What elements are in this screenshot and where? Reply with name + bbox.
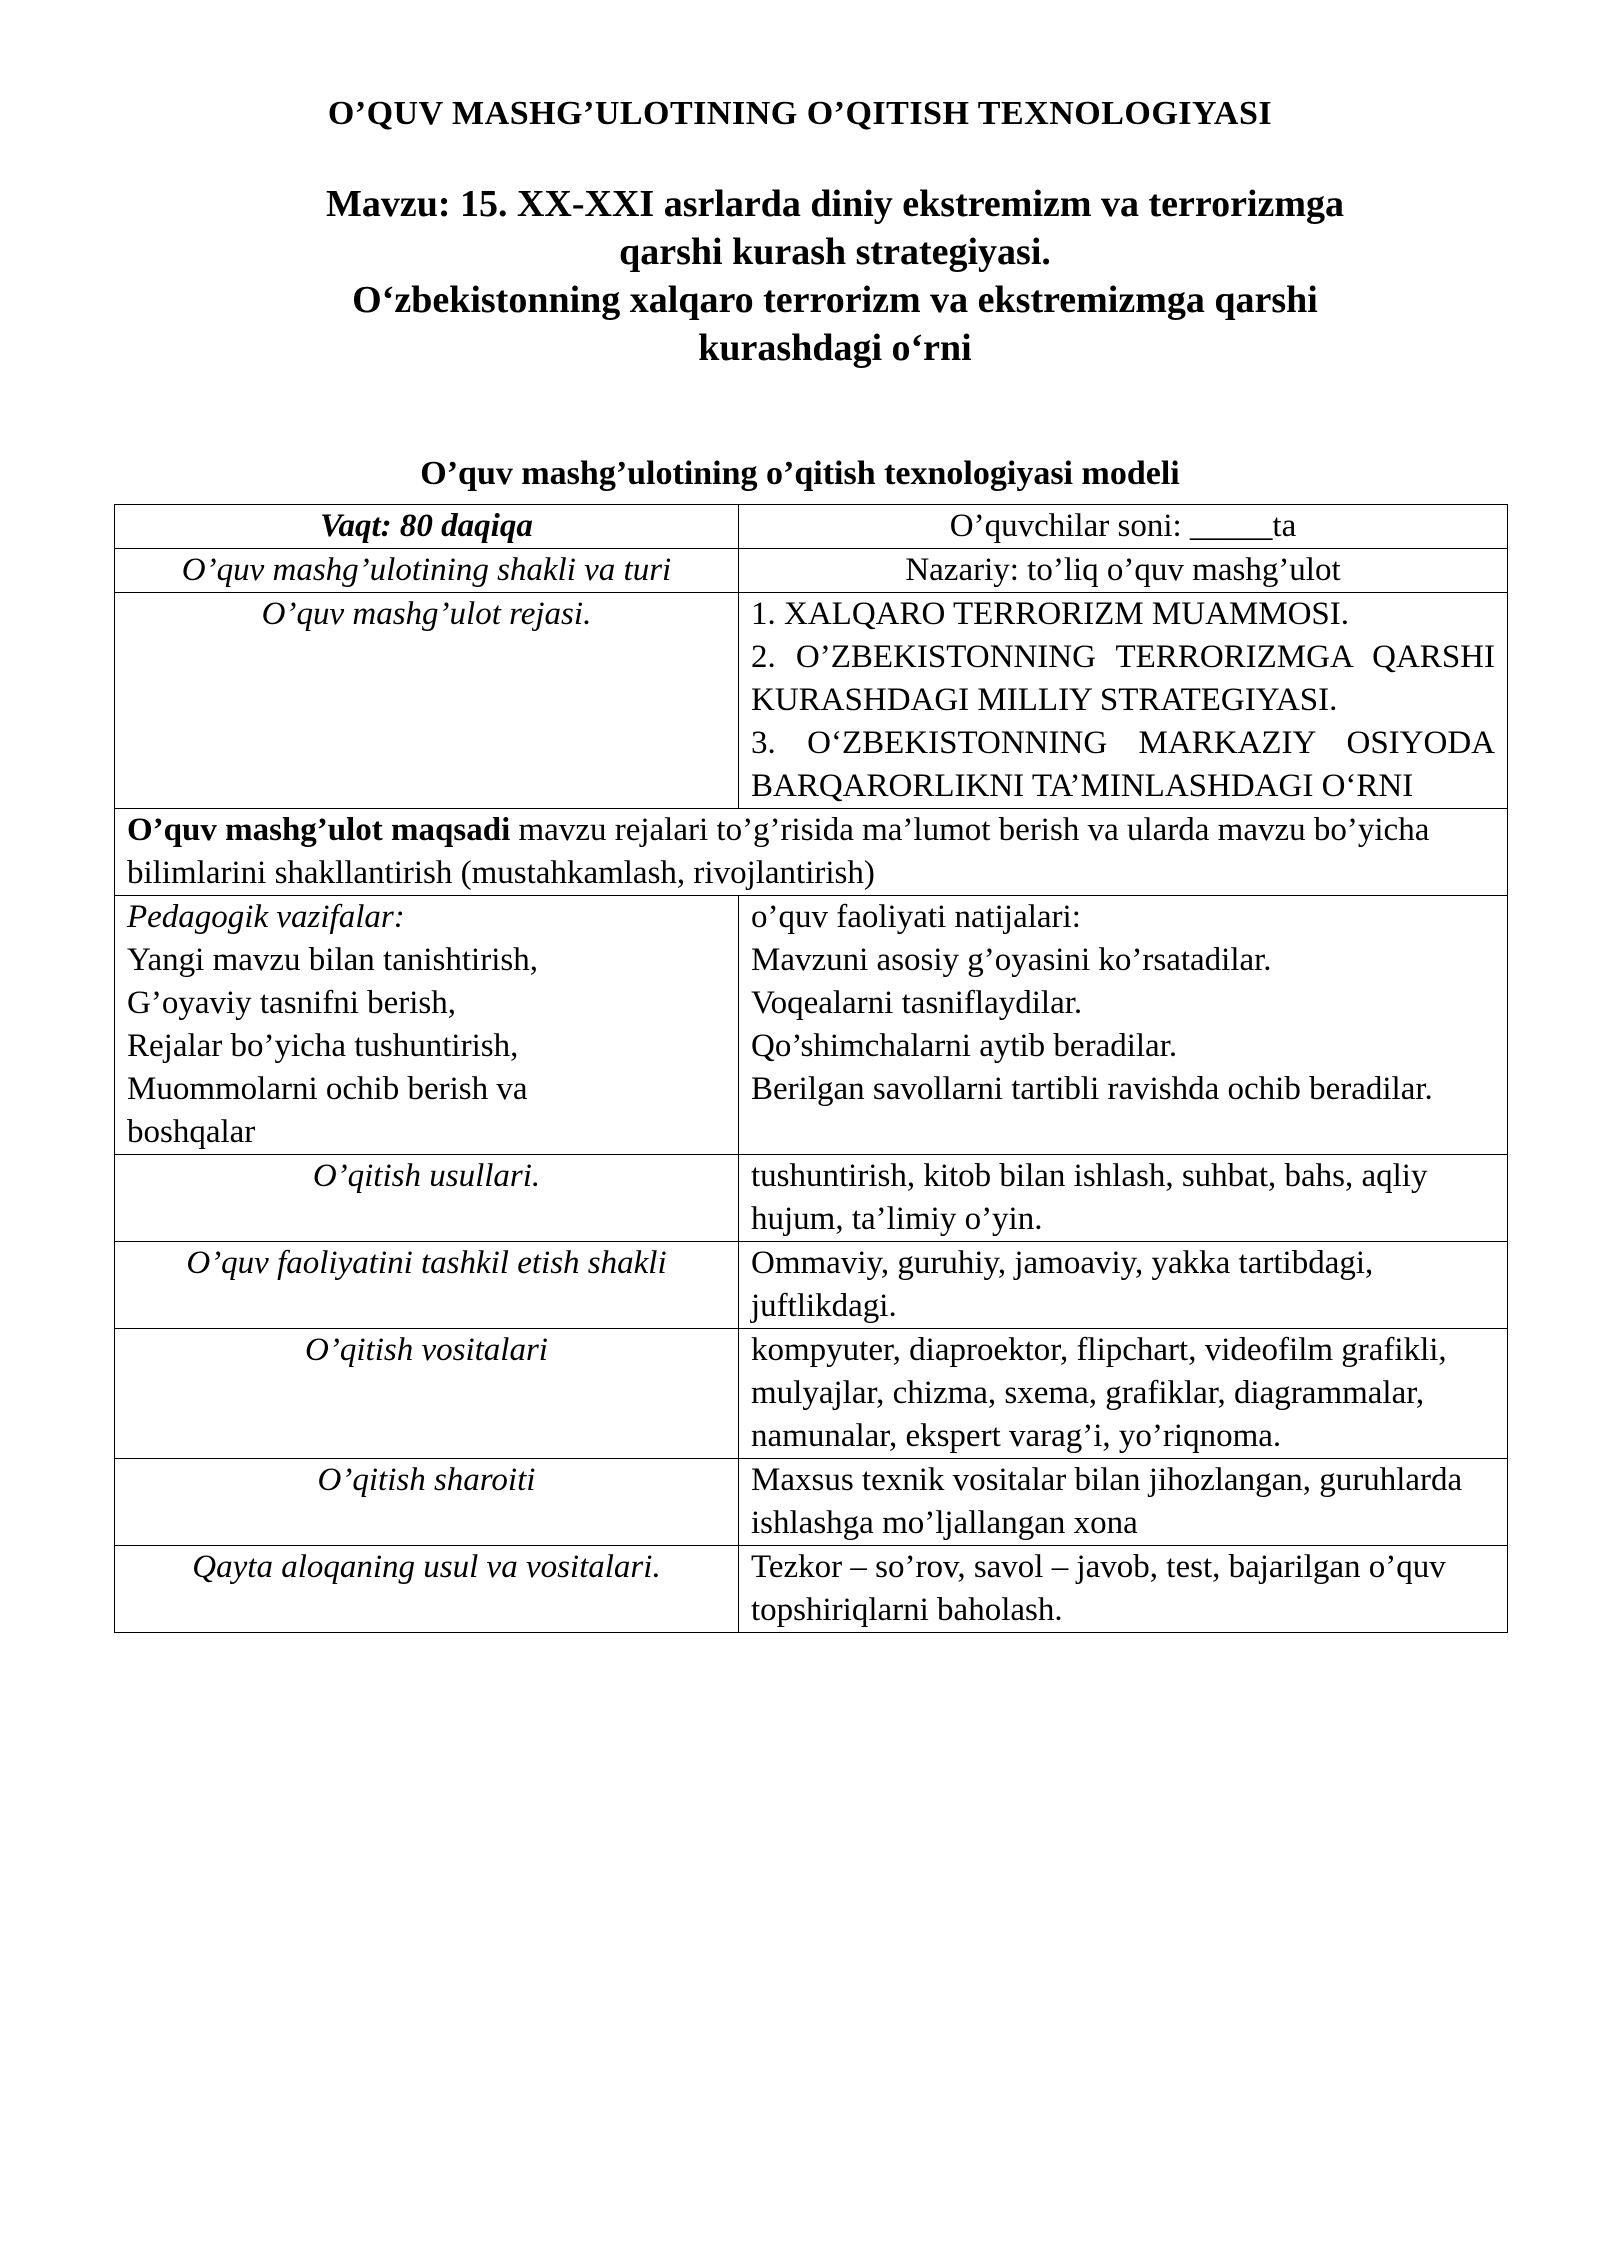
organization-value: Ommaviy, guruhiy, jamoaviy, yakka tartibdagi, juftlikdagi. <box>739 1242 1508 1329</box>
table-row <box>115 1242 1508 1329</box>
list-item: G’oyaviy tasnifni berish, <box>127 985 457 1021</box>
table-row <box>115 549 1508 593</box>
list-item: Muommolarni ochib berish va boshqalar <box>127 1071 528 1150</box>
list-item: Mavzuni asosiy g’oyasini ko’rsatadilar. <box>751 942 1272 978</box>
topic-line: kurashdagi o‘rni <box>698 327 972 369</box>
plan-label: O’quv mashg’ulot rejasi. <box>115 593 739 809</box>
technology-model-table <box>114 504 1508 1633</box>
topic-title <box>240 180 1430 372</box>
feedback-label: Qayta aloqaning usul va vositalari. <box>115 1546 739 1633</box>
pedagogical-tasks <box>115 896 739 1155</box>
table-row <box>115 1155 1508 1242</box>
tools-value: kompyuter, diaproektor, flipchart, videofilm grafikli, mulyajlar, chizma, sxema, grafiklar, diagrammalar, namunalar, ekspert varag’i, yo’riqnoma. <box>739 1329 1508 1459</box>
table-row <box>115 1329 1508 1459</box>
table-row <box>115 809 1508 896</box>
conditions-label: O’qitish sharoiti <box>115 1459 739 1546</box>
pedagogical-tasks-title: Pedagogik vazifalar: <box>127 899 405 935</box>
list-item: Berilgan savollarni tartibli ravishda ochib beradilar. <box>751 1071 1433 1107</box>
plan-list <box>739 593 1508 809</box>
goal-label: O’quv mashg’ulot maqsadi <box>127 812 511 848</box>
document-header: O’QUV MASHG’ULOTINING O’QITISH TEXNOLOGIYASI <box>327 95 1273 132</box>
goal-text: mavzu rejalari to’g’risida ma’lumot berish va ularda mavzu bo’yicha bilimlarini shakllantirish (mustahkamlash, rivojlantirish) <box>127 812 1430 891</box>
form-value: Nazariy: to’liq o’quv mashg’ulot <box>739 549 1508 593</box>
list-item: Rejalar bo’yicha tushuntirish, <box>127 1028 519 1064</box>
form-label: O’quv mashg’ulotining shakli va turi <box>115 549 739 593</box>
table-row <box>115 1459 1508 1546</box>
methods-label: O’qitish usullari. <box>115 1155 739 1242</box>
learning-outcomes-title: o’quv faoliyati natijalari: <box>751 899 1081 935</box>
list-item: Yangi mavzu bilan tanishtirish, <box>127 942 538 978</box>
goal-cell <box>115 809 1508 896</box>
plan-item: 1. XALQARO TERRORIZM MUAMMOSI. <box>751 596 1350 632</box>
feedback-value: Tezkor – so’rov, savol – javob, test, bajarilgan o’quv topshiriqlarni baholash. <box>739 1546 1508 1633</box>
tools-label: O’qitish vositalari <box>115 1329 739 1459</box>
list-item: Qo’shimchalarni aytib beradilar. <box>751 1028 1178 1064</box>
table-row <box>115 1546 1508 1633</box>
table-row <box>115 593 1508 809</box>
topic-line: O‘zbekistonning xalqaro terrorizm va ekstremizmga qarshi <box>352 279 1318 321</box>
list-item: Voqealarni tasniflaydilar. <box>751 985 1083 1021</box>
table-row <box>115 505 1508 549</box>
table-row <box>115 896 1508 1155</box>
plan-item: 2. O’ZBEKISTONNING TERRORIZMGA QARSHI KURASHDAGI MILLIY STRATEGIYASI. <box>751 639 1495 718</box>
students-count: O’quvchilar soni: _____ta <box>739 505 1508 549</box>
methods-value: tushuntirish, kitob bilan ishlash, suhbat, bahs, aqliy hujum, ta’limiy o’yin. <box>739 1155 1508 1242</box>
plan-item: 3. O‘ZBEKISTONNING MARKAZIY OSIYODA BARQARORLIKNI TA’MINLASHDAGI O‘RNI <box>751 725 1495 804</box>
table-title: O’quv mashg’ulotining o’qitish texnologiyasi modeli <box>420 455 1180 492</box>
organization-label: O’quv faoliyatini tashkil etish shakli <box>115 1242 739 1329</box>
time-label: Vaqt: 80 daqiqa <box>115 505 739 549</box>
learning-outcomes <box>739 896 1508 1155</box>
conditions-value: Maxsus texnik vositalar bilan jihozlangan, guruhlarda ishlashga mo’ljallangan xona <box>739 1459 1508 1546</box>
topic-line: qarshi kurash strategiyasi. <box>619 231 1051 273</box>
topic-line: Mavzu: 15. XX-XXI asrlarda diniy ekstremizm va terrorizmga <box>325 183 1345 225</box>
